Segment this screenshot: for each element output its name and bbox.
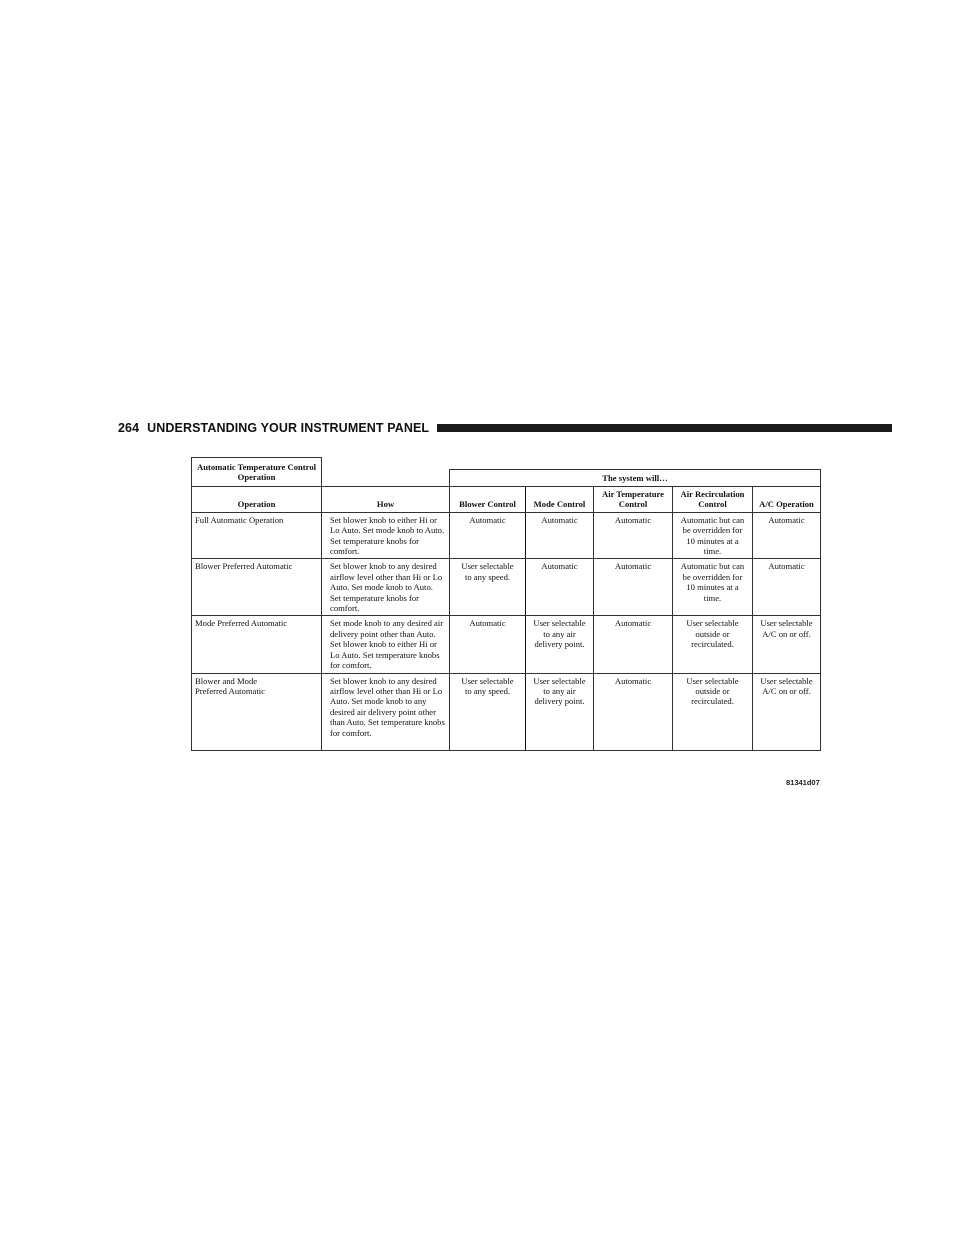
- operation-cell: Blower Preferred Automatic: [192, 559, 322, 616]
- column-header: Blower Control: [450, 487, 526, 513]
- table-row: [192, 559, 821, 616]
- column-header: Air Recirculation Control: [673, 487, 753, 513]
- operation-cell: Full Automatic Operation: [192, 512, 322, 559]
- ac-cell: Automatic: [753, 512, 821, 559]
- column-header: Mode Control: [526, 487, 594, 513]
- air-temp-cell: Automatic: [594, 673, 673, 750]
- how-cell: Set mode knob to any desired air delivery point other than Auto. Set blower knob to either Hi or Lo Auto. Set temperature knobs for comfort.: [322, 616, 450, 673]
- table-title: Automatic Temperature Control Operation: [192, 458, 322, 487]
- table-row: [192, 673, 821, 750]
- column-header: Operation: [192, 487, 322, 513]
- ac-cell: User selectable A/C on or off.: [753, 616, 821, 673]
- how-cell: Set blower knob to either Hi or Lo Auto. Set mode knob to Auto. Set temperature knobs for comfort.: [322, 512, 450, 559]
- ac-cell: Automatic: [753, 559, 821, 616]
- mode-cell: Automatic: [526, 559, 594, 616]
- operation-cell: Blower and Mode Preferred Automatic: [192, 673, 322, 750]
- mode-cell: User selectable to any air delivery point.: [526, 673, 594, 750]
- air-recirc-cell: User selectable outside or recirculated.: [673, 616, 753, 673]
- table-row: [192, 616, 821, 673]
- image-reference-code: 81341d07: [786, 778, 820, 787]
- air-recirc-cell: Automatic but can be overridden for 10 minutes at a time.: [673, 512, 753, 559]
- column-header: A/C Operation: [753, 487, 821, 513]
- air-temp-cell: Automatic: [594, 512, 673, 559]
- page-number: 264: [118, 421, 140, 435]
- ac-cell: User selectable A/C on or off.: [753, 673, 821, 750]
- mode-cell: Automatic: [526, 512, 594, 559]
- blower-cell: Automatic: [450, 512, 526, 559]
- operation-cell: Mode Preferred Automatic: [192, 616, 322, 673]
- atc-operation-table: [191, 457, 821, 751]
- blower-cell: User selectable to any speed.: [450, 559, 526, 616]
- mode-cell: User selectable to any air delivery point.: [526, 616, 594, 673]
- column-header: Air Temperature Control: [594, 487, 673, 513]
- page-header: [118, 419, 892, 437]
- air-recirc-cell: Automatic but can be overridden for 10 minutes at a time.: [673, 559, 753, 616]
- section-title: UNDERSTANDING YOUR INSTRUMENT PANEL: [147, 421, 430, 435]
- header-rule: [437, 424, 892, 432]
- air-recirc-cell: User selectable outside or recirculated.: [673, 673, 753, 750]
- air-temp-cell: Automatic: [594, 616, 673, 673]
- blower-cell: User selectable to any speed.: [450, 673, 526, 750]
- group-header: The system will…: [450, 470, 821, 487]
- column-header: How: [322, 487, 450, 513]
- air-temp-cell: Automatic: [594, 559, 673, 616]
- how-cell: Set blower knob to any desired airflow level other than Hi or Lo Auto. Set mode knob to Auto. Set temperature knobs for comfort.: [322, 559, 450, 616]
- how-cell: Set blower knob to any desired airflow level other than Hi or Lo Auto. Set mode knob to any desired air delivery point other than Auto. Set temperature knobs for comfort.: [322, 673, 450, 750]
- blower-cell: Automatic: [450, 616, 526, 673]
- table-row: [192, 512, 821, 559]
